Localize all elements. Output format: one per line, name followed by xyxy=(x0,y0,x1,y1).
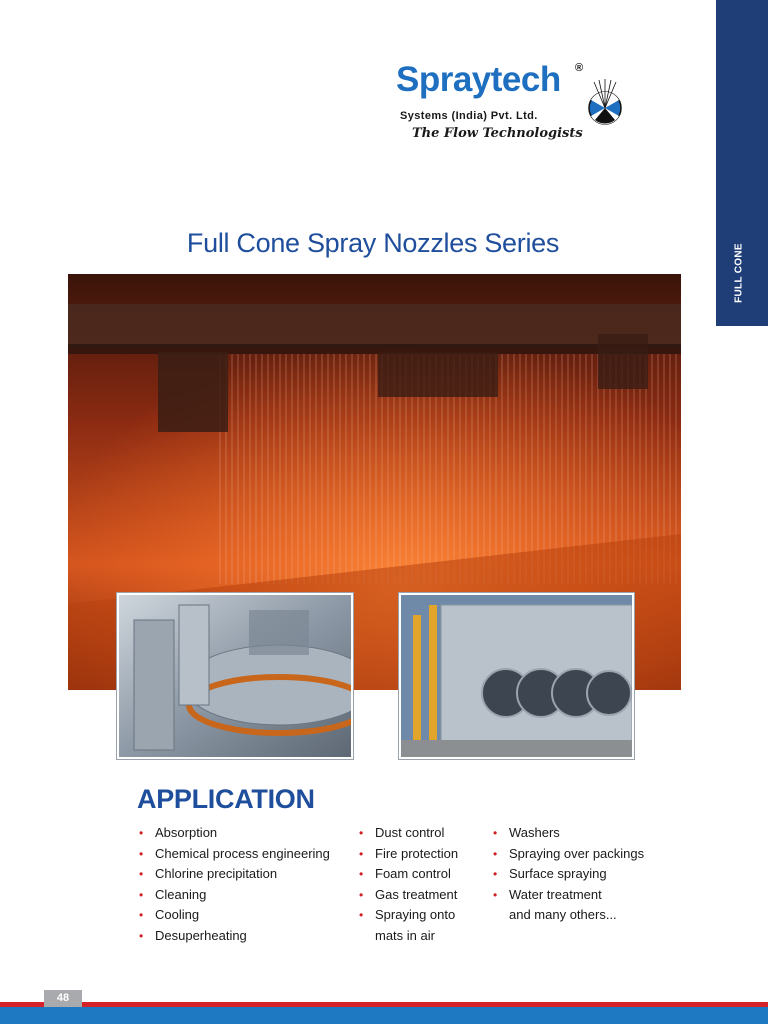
application-item-continuation: mats in air xyxy=(375,927,435,943)
application-heading: APPLICATION xyxy=(137,784,315,814)
application-item: • Fire protection xyxy=(359,844,458,865)
application-item: • Surface spraying xyxy=(493,864,644,885)
application-list-column-3 xyxy=(493,823,644,926)
application-item: • Gas treatment xyxy=(359,885,458,906)
side-tab-label: FULL CONE xyxy=(733,243,745,303)
application-item: • Spraying over packings xyxy=(493,844,644,865)
application-item: • Chemical process engineering xyxy=(139,844,330,865)
page-number: 48 xyxy=(44,990,82,1007)
inset-photo-process-equipment xyxy=(117,593,353,759)
application-item: • Chlorine precipitation xyxy=(139,864,330,885)
registered-mark: ® xyxy=(575,62,584,74)
application-list-column-2 xyxy=(359,823,458,947)
footer-blue-band xyxy=(0,1007,768,1024)
application-item: • Washers xyxy=(493,823,644,844)
application-list-column-1 xyxy=(139,823,330,947)
logo-brand: Spraytech xyxy=(396,60,561,99)
application-item: • Cleaning xyxy=(139,885,330,906)
application-item: • Desuperheating xyxy=(139,926,330,947)
logo-tagline: The Flow Technologists xyxy=(412,126,583,141)
application-item-continuation: and many others... xyxy=(509,907,617,923)
application-item: • Water treatment xyxy=(493,885,644,906)
logo-company-name: Systems (India) Pvt. Ltd. xyxy=(400,110,538,122)
spray-nozzle-emblem-icon xyxy=(586,78,624,126)
page-title: Full Cone Spray Nozzles Series xyxy=(186,228,560,258)
application-item: • Absorption xyxy=(139,823,330,844)
application-item: • Cooling xyxy=(139,905,330,926)
company-logo xyxy=(396,62,636,152)
application-item: • Spraying onto xyxy=(359,905,458,926)
inset-photo-cooling-tower xyxy=(399,593,634,759)
application-item: • Foam control xyxy=(359,864,458,885)
application-item: • Dust control xyxy=(359,823,458,844)
